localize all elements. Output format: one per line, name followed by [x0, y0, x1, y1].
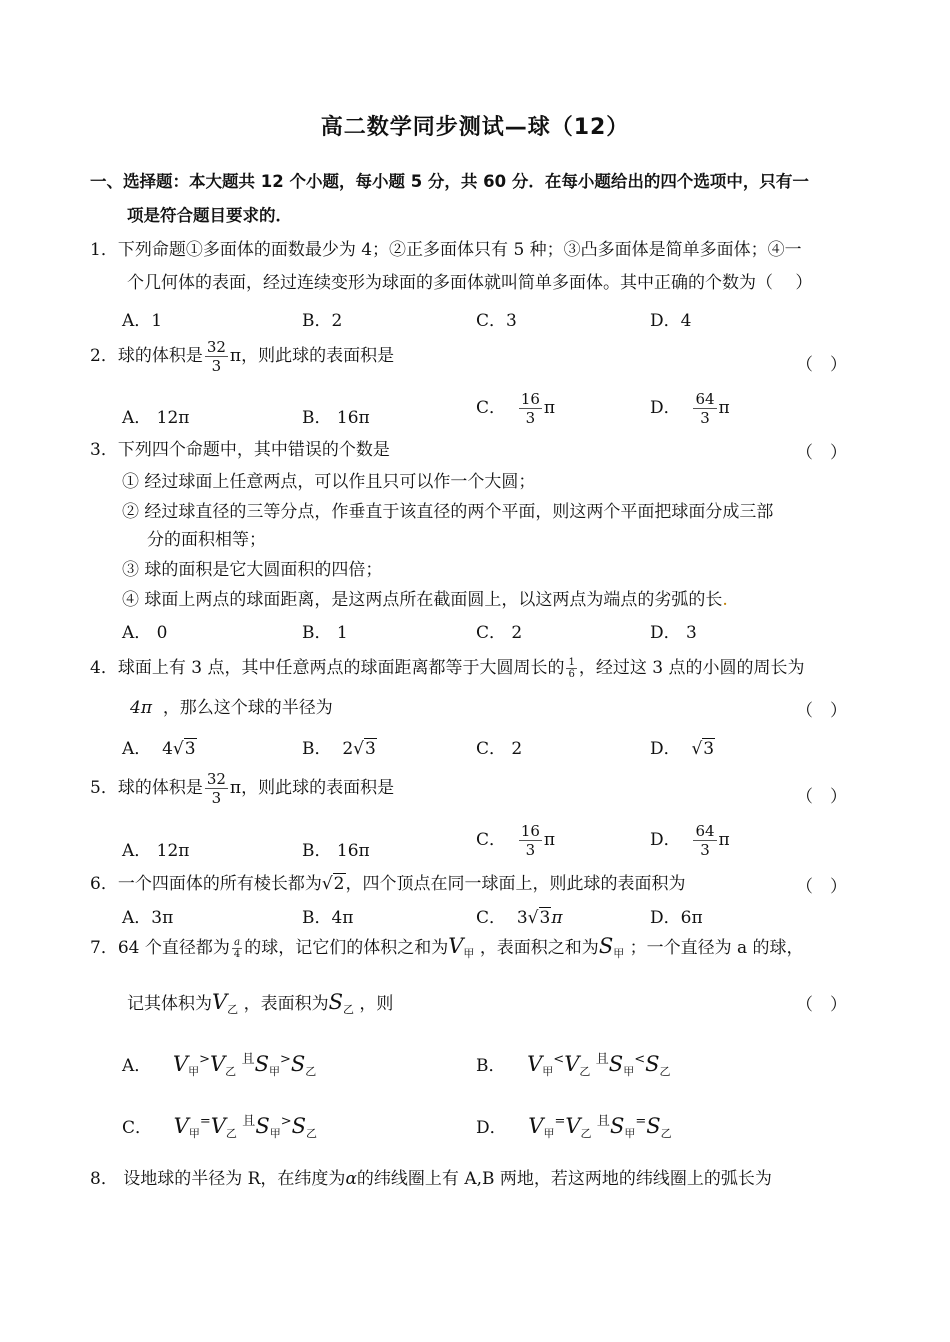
q7-option-d-v1: V	[528, 1114, 544, 1138]
q7-option-a-s1-sub: 甲	[268, 1065, 280, 1078]
q7-option-b-label: B．	[476, 1056, 506, 1076]
q7-option-b-op2: <	[634, 1052, 646, 1067]
q7-option-d	[476, 1110, 672, 1141]
q3-option-d: D． 3	[650, 623, 697, 643]
q4-fraction-num: 1	[568, 657, 575, 668]
q7-fraction	[232, 937, 242, 960]
q4-line2-text: ，那么这个球的半径为	[162, 698, 333, 718]
q7-option-d-s2: S	[646, 1114, 661, 1138]
q5-stem-post: π，则此球的表面积是	[229, 778, 395, 798]
q7-option-b-s2: S	[645, 1052, 660, 1076]
sqrt-icon: √2	[321, 874, 345, 894]
q5-stem-pre: 5．球的体积是	[90, 778, 203, 798]
q7-v-jia-sub: 甲	[463, 947, 475, 960]
q7-option-c-s1: S	[255, 1114, 270, 1138]
q7-s-yi-sub: 乙	[342, 1003, 354, 1016]
q6-option-c	[476, 903, 563, 928]
q6-stem-post: ，四个顶点在同一球面上，则此球的表面积为	[345, 874, 686, 894]
q5-fraction	[205, 770, 228, 807]
q2-option-d-num: 64	[695, 390, 715, 408]
q5-option-d	[650, 822, 730, 859]
q7-fraction-den: 4	[233, 949, 241, 960]
q7-option-d-s1-sub: 甲	[624, 1127, 636, 1140]
sqrt-icon: √3	[691, 739, 715, 759]
q7-option-a-s1: S	[254, 1052, 269, 1076]
q2-fraction	[205, 338, 228, 375]
q4-line2	[130, 696, 333, 720]
q6-answer-paren: （ ）	[796, 877, 847, 897]
q7-option-b-and: 且	[595, 1052, 609, 1067]
q7-option-b-v2: V	[564, 1052, 580, 1076]
q5-option-a: A． 12π	[122, 841, 190, 861]
q5-stem	[90, 770, 394, 807]
q7-option-b-v2-sub: 乙	[579, 1065, 591, 1078]
q4-option-b-label: B．	[302, 739, 332, 759]
q3-stem: 3．下列四个命题中，其中错误的个数是	[90, 440, 390, 460]
q7-v-yi-sub: 乙	[227, 1003, 239, 1016]
q7-option-a	[122, 1048, 316, 1079]
q7-line2-pre: 记其体积为	[127, 994, 212, 1014]
q7-option-c-v2: V	[210, 1114, 226, 1138]
q6-option-c-label: C．	[476, 908, 507, 928]
q6-radicand: 2	[333, 874, 345, 894]
q7-v-jia: V	[448, 934, 464, 958]
q5-option-c-label: C．	[476, 830, 507, 850]
q7-line1-mid2: ，表面积之和为	[479, 938, 599, 958]
q7-line1-mid1: 的球，记它们的体积之和为	[244, 938, 449, 958]
q3-statement-4	[122, 588, 728, 612]
q4-option-d-radicand: 3	[703, 739, 715, 759]
q7-s-jia: S	[598, 934, 614, 958]
q7-s-yi: S	[328, 990, 343, 1014]
section-header-line2: 项是符合题目要求的．	[127, 206, 292, 225]
q4-option-a-radicand: 3	[184, 739, 196, 759]
q4-option-c: C． 2	[476, 739, 523, 759]
q7-option-d-v1-sub: 甲	[543, 1127, 555, 1140]
sqrt-icon: √3	[527, 908, 551, 928]
q4-line2-math: 4π	[130, 698, 152, 718]
q5-fraction-den: 3	[211, 789, 222, 807]
q4-line1-pre: 4．球面上有 3 点，其中任意两点的球面距离都等于大圆周长的	[90, 658, 565, 678]
q5-option-d-fraction	[693, 822, 716, 859]
q7-option-b-s1: S	[608, 1052, 624, 1076]
q7-option-a-v2-sub: 乙	[225, 1065, 237, 1078]
q7-option-c-label: C．	[122, 1118, 153, 1138]
q3-option-a: A． 0	[122, 623, 168, 643]
q7-option-a-label: A．	[122, 1056, 152, 1076]
q5-fraction-num: 32	[206, 770, 226, 788]
q6-option-c-radicand: 3	[539, 908, 551, 928]
q3-statement-4-text: ④ 球面上两点的球面距离，是这两点所在截面圆上，以这两点为端点的劣弧的长	[122, 590, 723, 610]
q4-option-a	[122, 734, 197, 759]
q7-option-b-v1-sub: 甲	[542, 1065, 554, 1078]
q6-stem-pre: 6．一个四面体的所有棱长都为	[90, 874, 322, 894]
q4-line1-post: ，经过这 3 点的小圆的周长为	[578, 658, 805, 678]
q7-line2-post: ，则	[359, 994, 394, 1014]
q3-statement-2a: ② 经过球直径的三等分点，作垂直于该直径的两个平面，则这两个平面把球面分成三部	[122, 502, 774, 522]
q7-option-d-op2: =	[635, 1114, 647, 1129]
q3-statement-1: ① 经过球面上任意两点，可以作且只可以作一个大圆；	[122, 472, 536, 492]
q7-option-d-s1: S	[609, 1114, 625, 1138]
q5-option-b: B． 16π	[302, 841, 370, 861]
q5-option-c-fraction	[519, 822, 542, 859]
q6-option-c-coef: 3	[516, 908, 528, 928]
q7-option-d-label: D．	[476, 1118, 507, 1138]
q6-option-b: B．4π	[302, 908, 354, 928]
q1-option-d: D．4	[650, 311, 692, 331]
q7-line1-pre: 7．64 个直径都为	[90, 938, 230, 958]
q4-fraction	[566, 657, 576, 680]
q7-option-a-v1-sub: 甲	[188, 1065, 200, 1078]
q7-option-c-op1: =	[199, 1114, 211, 1129]
q7-option-a-op1: >	[199, 1052, 210, 1067]
q7-option-c-v1: V	[173, 1114, 189, 1138]
q2-option-d-fraction	[693, 390, 716, 427]
q2-option-c-num: 16	[520, 390, 540, 408]
q4-option-b-radicand: 3	[364, 739, 376, 759]
q1-option-b: B．2	[302, 311, 343, 331]
q8-line1-pre: 8． 设地球的半径为 R，在纬度为	[90, 1169, 346, 1189]
q2-option-c-fraction	[519, 390, 542, 427]
q8-line1-post: 的纬线圈上有 A,B 两地，若这两地的纬线圈上的弧长为	[356, 1169, 772, 1189]
q6-stem	[90, 872, 686, 896]
q7-option-b-op1: <	[553, 1052, 565, 1067]
q2-stem-post: π，则此球的表面积是	[229, 346, 395, 366]
q2-option-d	[650, 390, 730, 427]
q3-option-b: B． 1	[302, 623, 348, 643]
q7-option-a-v1: V	[172, 1052, 189, 1076]
q3-option-c: C． 2	[476, 623, 523, 643]
q2-option-c	[476, 390, 555, 427]
q7-option-d-s2-sub: 乙	[660, 1127, 672, 1140]
q2-fraction-num: 32	[206, 338, 226, 356]
q2-option-c-den: 3	[525, 409, 536, 427]
page-title: 高二数学同步测试—球（12）	[320, 115, 630, 140]
q7-v-yi: V	[212, 990, 228, 1014]
q8-line1	[90, 1167, 772, 1191]
q7-line2-mid: ，表面积为	[243, 994, 329, 1014]
q5-option-c-num: 16	[520, 822, 540, 840]
q7-option-c-s1-sub: 甲	[269, 1127, 281, 1140]
q8-alpha: α	[345, 1169, 357, 1189]
q7-option-c-op2: >	[280, 1114, 292, 1129]
q7-option-b-s2-sub: 乙	[659, 1065, 671, 1078]
q4-option-b	[302, 734, 377, 759]
q5-option-d-label: D．	[650, 830, 681, 850]
sqrt-icon: √3	[172, 739, 196, 759]
q2-fraction-den: 3	[211, 357, 222, 375]
q7-option-c-and: 且	[242, 1114, 256, 1129]
q2-answer-paren: （ ）	[796, 355, 847, 375]
q7-option-d-v2: V	[565, 1114, 581, 1138]
q7-option-a-and: 且	[241, 1052, 255, 1067]
q7-option-c-s2-sub: 乙	[306, 1127, 317, 1140]
q7-line2	[127, 990, 393, 1022]
q7-fraction-num: a	[232, 937, 242, 949]
q5-option-c-den: 3	[525, 841, 536, 859]
q4-option-b-coef: 2	[342, 739, 354, 759]
q1-line1: 1．下列命题①多面体的面数最少为 4；②正多面体只有 5 种；③凸多面体是简单多面体；④一	[90, 240, 802, 260]
q4-option-a-coef: 4	[162, 739, 173, 759]
q4-option-a-label: A．	[122, 739, 152, 759]
q7-option-c-v2-sub: 乙	[225, 1127, 237, 1140]
q2-option-c-label: C．	[476, 398, 507, 418]
q2-stem-pre: 2．球的体积是	[90, 346, 203, 366]
q7-option-d-v2-sub: 乙	[580, 1127, 592, 1140]
q7-option-c-v1-sub: 甲	[188, 1127, 200, 1140]
q2-option-d-den: 3	[700, 409, 710, 427]
q2-option-a: A． 12π	[122, 408, 190, 428]
q7-option-b-s1-sub: 甲	[623, 1065, 635, 1078]
q7-answer-paren: （ ）	[796, 995, 847, 1015]
q4-option-d-label: D．	[650, 739, 681, 759]
q7-option-c	[122, 1110, 317, 1141]
q6-option-d: D．6π	[650, 908, 703, 928]
q6-option-a: A．3π	[122, 908, 174, 928]
q7-option-d-op1: =	[554, 1114, 566, 1129]
q2-option-c-pi: π	[543, 398, 556, 418]
q1-option-a: A．1	[122, 311, 163, 331]
q5-answer-paren: （ ）	[796, 787, 847, 807]
q7-option-b	[476, 1048, 670, 1079]
q5-option-d-pi: π	[718, 830, 730, 850]
q3-statement-3: ③ 球的面积是它大圆面积的四倍；	[122, 560, 383, 580]
q7-s-jia-sub: 甲	[613, 947, 625, 960]
q7-line1	[90, 934, 804, 966]
q3-answer-paren: （ ）	[796, 443, 847, 463]
q7-option-b-v1: V	[527, 1052, 543, 1076]
section-header-line1: 一、选择题：本大题共 12 个小题，每小题 5 分，共 60 分．在每小题给出的四个选项中，只有一	[90, 172, 809, 191]
q2-stem	[90, 338, 394, 375]
q5-option-c-pi: π	[543, 830, 556, 850]
q3-statement-4-end: .	[722, 590, 728, 610]
q7-option-d-and: 且	[596, 1114, 610, 1129]
q1-line2: 个几何体的表面，经过连续变形为球面的多面体就叫简单多面体。其中正确的个数为（ ）	[127, 273, 813, 293]
q7-option-a-v2: V	[209, 1052, 226, 1076]
q5-option-c	[476, 822, 555, 859]
q2-option-d-label: D．	[650, 398, 681, 418]
q5-option-d-num: 64	[695, 822, 715, 840]
q5-option-d-den: 3	[700, 841, 710, 859]
q2-option-b: B． 16π	[302, 408, 370, 428]
sqrt-icon: √3	[353, 739, 376, 759]
q3-statement-2b: 分的面积相等；	[147, 530, 266, 550]
q1-option-c: C．3	[476, 311, 517, 331]
q7-option-a-s2-sub: 乙	[305, 1065, 317, 1078]
q7-line1-post: ；一个直径为 a 的球，	[629, 938, 804, 958]
q4-line1	[90, 656, 804, 680]
q4-option-d	[650, 734, 715, 759]
q6-option-c-pi: π	[551, 908, 563, 928]
q7-option-a-s2: S	[290, 1052, 306, 1076]
q4-fraction-den: 6	[568, 669, 575, 680]
q2-option-d-pi: π	[718, 398, 730, 418]
q4-answer-paren: （ ）	[796, 701, 847, 721]
q7-option-c-s2: S	[291, 1114, 306, 1138]
q7-option-a-op2: >	[279, 1052, 291, 1067]
